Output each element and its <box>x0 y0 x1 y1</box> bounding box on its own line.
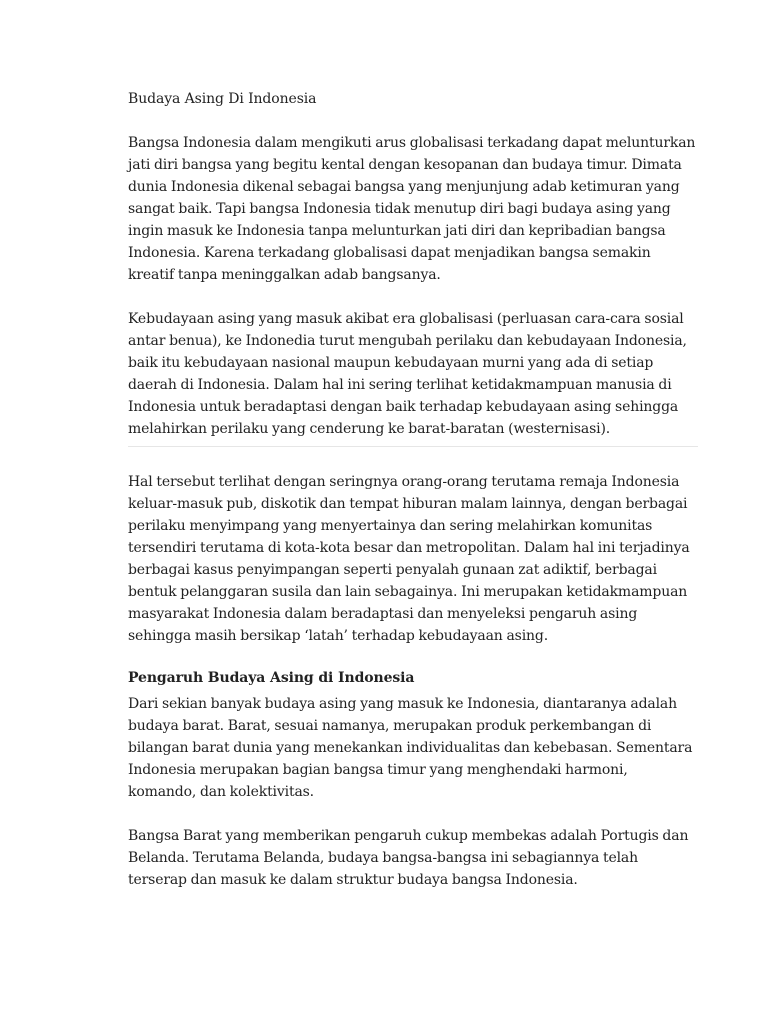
paragraph-2: Kebudayaan asing yang masuk akibat era globalisasi (perluasan cara-cara sosial antar benua), ke Indonedia turut mengubah perilaku dan kebudayaan Indonesia, baik itu kebudayaan nasional maupun kebudayaan murni yang ada di setiap daerah di Indonesia. Dalam hal ini sering terlihat ketidakmampuan manusia di Indonesia untuk beradaptasi dengan baik terhadap kebudayaan asing sehingga melahirkan perilaku yang cenderung ke barat-baratan (westernisasi). <box>128 311 687 437</box>
section-divider <box>128 446 698 447</box>
section-paragraph-1: Dari sekian banyak budaya asing yang masuk ke Indonesia, diantaranya adalah budaya barat. Barat, sesuai namanya, merupakan produk perkembangan di bilangan barat dunia yang menekankan individualitas dan kebebasan. Sementara Indonesia merupakan bagian bangsa timur yang menghendaki harmoni, komando, dan kolektivitas. <box>128 696 693 800</box>
document-page <box>128 88 698 891</box>
paragraph-3: Hal tersebut terlihat dengan seringnya orang-orang terutama remaja Indonesia keluar-masuk pub, diskotik dan tempat hiburan malam lainnya, dengan berbagai perilaku menyimpang yang menyertainya dan sering melahirkan komunitas tersendiri terutama di kota-kota besar dan metropolitan. Dalam hal ini terjadinya berbagai kasus penyimpangan seperti penyalah gunaan zat adiktif, berbagai bentuk pelanggaran susila dan lain sebagainya. Ini merupakan ketidakmampuan masyarakat Indonesia dalam beradaptasi dan menyeleksi pengaruh asing sehingga masih bersikap ‘latah’ terhadap kebudayaan asing. <box>128 474 690 644</box>
section-heading: Pengaruh Budaya Asing di Indonesia <box>128 670 415 686</box>
section-paragraph-2: Bangsa Barat yang memberikan pengaruh cukup membekas adalah Portugis dan Belanda. Terutama Belanda, budaya bangsa-bangsa ini sebagiannya telah terserap dan masuk ke dalam struktur budaya bangsa Indonesia. <box>128 828 689 888</box>
document-title: Budaya Asing Di Indonesia <box>128 91 317 107</box>
paragraph-1: Bangsa Indonesia dalam mengikuti arus globalisasi terkadang dapat melunturkan jati diri bangsa yang begitu kental dengan kesopanan dan budaya timur. Dimata dunia Indonesia dikenal sebagai bangsa yang menjunjung adab ketimuran yang sangat baik. Tapi bangsa Indonesia tidak menutup diri bagi budaya asing yang ingin masuk ke Indonesia tanpa melunturkan jati diri dan kepribadian bangsa Indonesia. Karena terkadang globalisasi dapat menjadikan bangsa semakin kreatif tanpa meninggalkan adab bangsanya. <box>128 135 696 283</box>
